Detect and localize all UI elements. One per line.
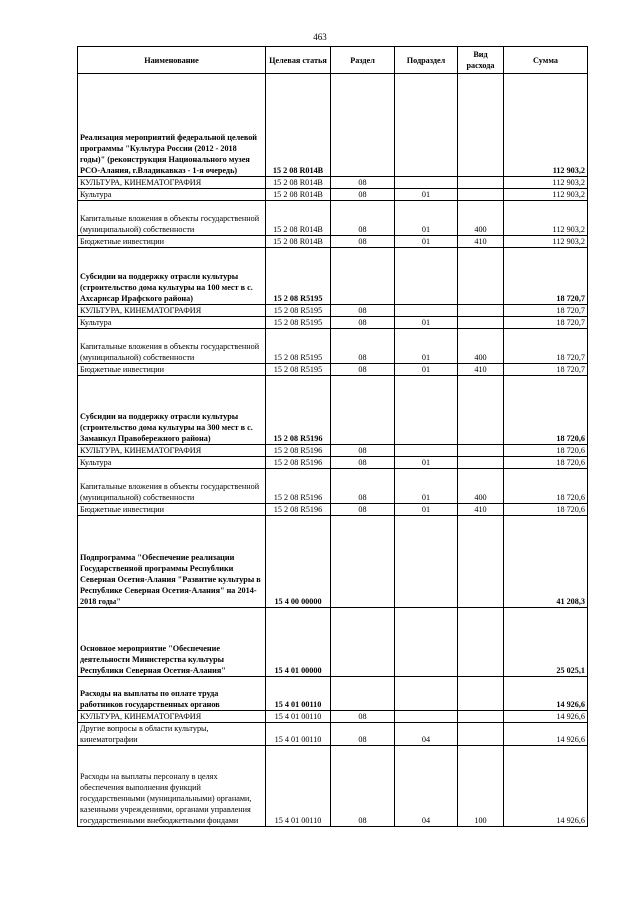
cell-section: 08	[331, 711, 395, 723]
cell-target: 15 4 01 00110	[266, 723, 331, 746]
cell-target: 15 2 08 R5196	[266, 445, 331, 457]
cell-subsection	[395, 711, 458, 723]
header-expense-type: Вид расхода	[458, 47, 504, 74]
cell-name: Подпрограмма "Обеспечение реализации Государственной программы Республики Северная Осетия-Алания "Развитие культуры в Республике Северная Осетия-Алания" на 2014-2018 годы"	[78, 516, 266, 608]
cell-name: Бюджетные инвестиции	[78, 504, 266, 516]
table-row	[78, 74, 588, 177]
cell-section: 08	[331, 177, 395, 189]
cell-subsection	[395, 677, 458, 711]
cell-sum: 18 720,6	[504, 469, 588, 504]
header-name: Наименование	[78, 47, 266, 74]
cell-sum: 14 926,6	[504, 711, 588, 723]
cell-section: 08	[331, 317, 395, 329]
table-row	[78, 329, 588, 364]
cell-expense-type: 100	[458, 746, 504, 827]
cell-target: 15 2 08 R5195	[266, 329, 331, 364]
cell-section	[331, 677, 395, 711]
cell-subsection: 01	[395, 457, 458, 469]
cell-target: 15 2 08 R5195	[266, 364, 331, 376]
cell-expense-type: 410	[458, 504, 504, 516]
cell-sum: 18 720,6	[504, 457, 588, 469]
cell-expense-type	[458, 608, 504, 677]
cell-target: 15 2 08 R014B	[266, 189, 331, 201]
table-row	[78, 504, 588, 516]
cell-name: Другие вопросы в области культуры, кинематографии	[78, 723, 266, 746]
cell-section	[331, 376, 395, 445]
cell-expense-type: 410	[458, 364, 504, 376]
cell-expense-type	[458, 317, 504, 329]
cell-expense-type	[458, 711, 504, 723]
cell-name: КУЛЬТУРА, КИНЕМАТОГРАФИЯ	[78, 305, 266, 317]
cell-subsection	[395, 445, 458, 457]
cell-section: 08	[331, 189, 395, 201]
cell-section: 08	[331, 201, 395, 236]
cell-sum: 112 903,2	[504, 177, 588, 189]
cell-sum: 14 926,6	[504, 723, 588, 746]
cell-subsection: 01	[395, 317, 458, 329]
table-row	[78, 305, 588, 317]
budget-table	[77, 46, 588, 827]
cell-section: 08	[331, 364, 395, 376]
table-row	[78, 608, 588, 677]
cell-section: 08	[331, 723, 395, 746]
cell-name: Культура	[78, 457, 266, 469]
cell-sum: 18 720,7	[504, 248, 588, 305]
cell-subsection	[395, 305, 458, 317]
cell-subsection: 04	[395, 746, 458, 827]
cell-subsection	[395, 516, 458, 608]
cell-target: 15 4 01 00110	[266, 711, 331, 723]
cell-expense-type: 400	[458, 201, 504, 236]
table-row	[78, 376, 588, 445]
cell-target: 15 2 08 R5195	[266, 317, 331, 329]
cell-name: КУЛЬТУРА, КИНЕМАТОГРАФИЯ	[78, 445, 266, 457]
table-row	[78, 317, 588, 329]
cell-subsection: 01	[395, 201, 458, 236]
cell-sum: 18 720,6	[504, 376, 588, 445]
header-sum: Сумма	[504, 47, 588, 74]
table-row	[78, 723, 588, 746]
table-row	[78, 236, 588, 248]
table-row	[78, 516, 588, 608]
cell-name: Реализация мероприятий федеральной целевой программы "Культура России (2012 - 2018 годы)" (реконструкция Национального музея РСО-Алания, г.Владикавказ - 1-я очередь)	[78, 74, 266, 177]
cell-section	[331, 608, 395, 677]
cell-subsection	[395, 248, 458, 305]
cell-target: 15 4 01 00110	[266, 746, 331, 827]
cell-sum: 18 720,7	[504, 329, 588, 364]
cell-sum: 112 903,2	[504, 201, 588, 236]
cell-sum: 18 720,6	[504, 504, 588, 516]
cell-target: 15 2 08 R5196	[266, 504, 331, 516]
table-row	[78, 677, 588, 711]
cell-section: 08	[331, 236, 395, 248]
table-header-row	[78, 47, 588, 74]
cell-expense-type: 400	[458, 469, 504, 504]
cell-section	[331, 516, 395, 608]
table-row	[78, 457, 588, 469]
cell-sum: 112 903,2	[504, 74, 588, 177]
cell-name: Капитальные вложения в объекты государственной (муниципальной) собственности	[78, 469, 266, 504]
cell-expense-type	[458, 445, 504, 457]
cell-target: 15 4 00 00000	[266, 516, 331, 608]
table-row	[78, 248, 588, 305]
table-row	[78, 189, 588, 201]
cell-name: Культура	[78, 189, 266, 201]
cell-expense-type: 410	[458, 236, 504, 248]
header-target: Целевая статья	[266, 47, 331, 74]
cell-target: 15 2 08 R014B	[266, 74, 331, 177]
cell-expense-type	[458, 74, 504, 177]
cell-expense-type	[458, 248, 504, 305]
cell-name: Бюджетные инвестиции	[78, 364, 266, 376]
cell-subsection: 01	[395, 504, 458, 516]
cell-name: Субсидии на поддержку отрасли культуры (строительство дома культуры на 300 мест в с. Заманкул Правобережного района)	[78, 376, 266, 445]
cell-section: 08	[331, 457, 395, 469]
cell-target: 15 2 08 R5196	[266, 469, 331, 504]
cell-subsection: 04	[395, 723, 458, 746]
cell-name: Капитальные вложения в объекты государственной (муниципальной) собственности	[78, 329, 266, 364]
cell-sum: 112 903,2	[504, 189, 588, 201]
cell-subsection	[395, 376, 458, 445]
cell-section	[331, 74, 395, 177]
table-row	[78, 364, 588, 376]
cell-section	[331, 248, 395, 305]
cell-name: КУЛЬТУРА, КИНЕМАТОГРАФИЯ	[78, 711, 266, 723]
cell-subsection	[395, 177, 458, 189]
cell-section: 08	[331, 305, 395, 317]
cell-sum: 14 926,6	[504, 677, 588, 711]
cell-sum: 25 025,1	[504, 608, 588, 677]
cell-target: 15 2 08 R5196	[266, 376, 331, 445]
cell-target: 15 2 08 R014B	[266, 236, 331, 248]
table-row	[78, 201, 588, 236]
cell-target: 15 4 01 00000	[266, 608, 331, 677]
cell-subsection	[395, 74, 458, 177]
header-subsection: Подраздел	[395, 47, 458, 74]
cell-name: Культура	[78, 317, 266, 329]
cell-name: Расходы на выплаты по оплате труда работников государственных органов	[78, 677, 266, 711]
header-section: Раздел	[331, 47, 395, 74]
cell-name: Расходы на выплаты персоналу в целях обеспечения выполнения функций государственными (муниципальными) органами, казенными учреждениями, органами управления государственными внебюджетными фондами	[78, 746, 266, 827]
cell-section: 08	[331, 504, 395, 516]
cell-expense-type	[458, 457, 504, 469]
cell-subsection: 01	[395, 364, 458, 376]
cell-section: 08	[331, 329, 395, 364]
cell-sum: 18 720,7	[504, 317, 588, 329]
cell-section: 08	[331, 746, 395, 827]
cell-expense-type	[458, 516, 504, 608]
cell-sum: 18 720,7	[504, 305, 588, 317]
cell-target: 15 2 08 R5196	[266, 457, 331, 469]
cell-name: Субсидии на поддержку отрасли культуры (строительство дома культуры на 100 мест в с. Ахсарисар Ирафского района)	[78, 248, 266, 305]
cell-name: Бюджетные инвестиции	[78, 236, 266, 248]
table-row	[78, 711, 588, 723]
cell-subsection: 01	[395, 329, 458, 364]
cell-expense-type	[458, 177, 504, 189]
cell-subsection: 01	[395, 469, 458, 504]
cell-subsection	[395, 608, 458, 677]
cell-expense-type	[458, 376, 504, 445]
cell-target: 15 2 08 R014B	[266, 177, 331, 189]
cell-target: 15 4 01 00110	[266, 677, 331, 711]
cell-target: 15 2 08 R5195	[266, 248, 331, 305]
cell-section: 08	[331, 445, 395, 457]
cell-section: 08	[331, 469, 395, 504]
cell-expense-type	[458, 189, 504, 201]
cell-sum: 18 720,6	[504, 445, 588, 457]
cell-target: 15 2 08 R5195	[266, 305, 331, 317]
table-row	[78, 177, 588, 189]
cell-name: Основное мероприятие "Обеспечение деятельности Министерства культуры Республики Северная Осетия-Алания"	[78, 608, 266, 677]
cell-expense-type	[458, 723, 504, 746]
cell-sum: 41 208,3	[504, 516, 588, 608]
cell-sum: 14 926,6	[504, 746, 588, 827]
cell-subsection: 01	[395, 189, 458, 201]
table-row	[78, 746, 588, 827]
cell-subsection: 01	[395, 236, 458, 248]
cell-expense-type	[458, 305, 504, 317]
cell-name: Капитальные вложения в объекты государственной (муниципальной) собственности	[78, 201, 266, 236]
cell-expense-type	[458, 677, 504, 711]
table-row	[78, 445, 588, 457]
table-row	[78, 469, 588, 504]
cell-sum: 112 903,2	[504, 236, 588, 248]
cell-target: 15 2 08 R014B	[266, 201, 331, 236]
cell-sum: 18 720,7	[504, 364, 588, 376]
cell-expense-type: 400	[458, 329, 504, 364]
page-number: 463	[313, 32, 327, 42]
cell-name: КУЛЬТУРА, КИНЕМАТОГРАФИЯ	[78, 177, 266, 189]
